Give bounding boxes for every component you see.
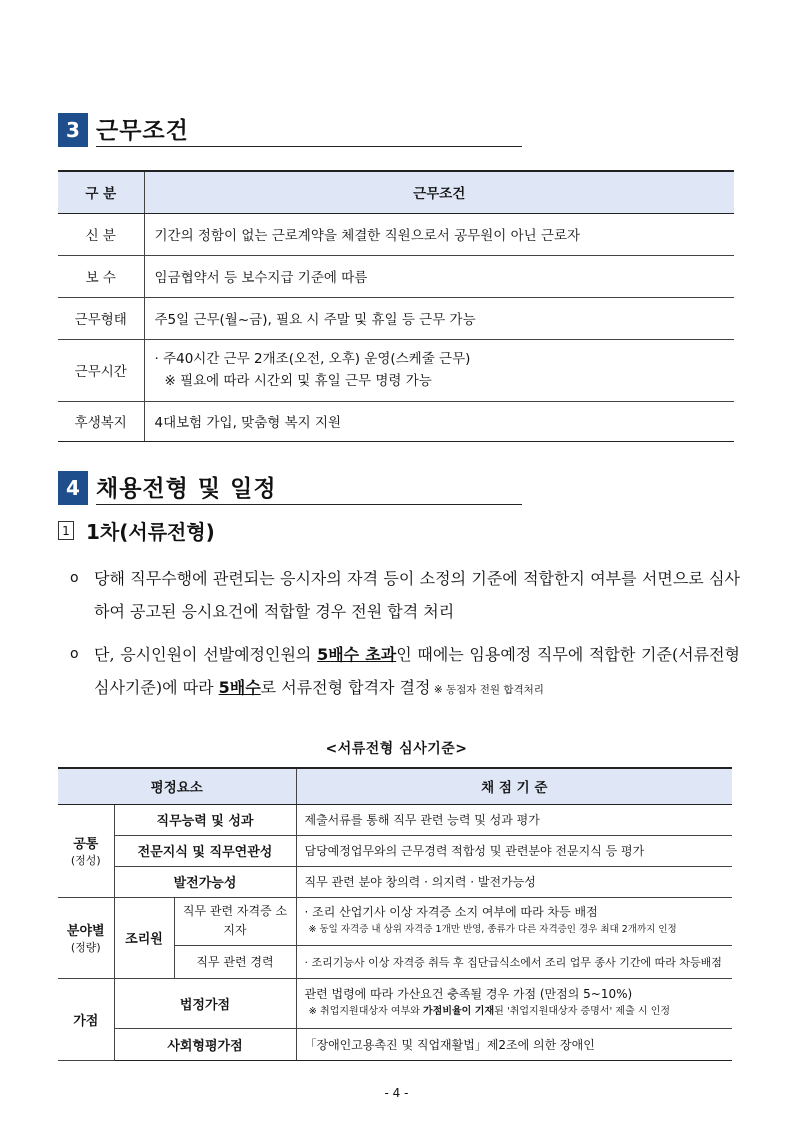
text-segment: 로 서류전형 합격자 결정 — [260, 678, 431, 697]
working-conditions-table — [58, 170, 734, 442]
desc-line: · 조리 산업기사 이상 자격증 소지 여부에 따라 차등 배점 — [304, 905, 598, 919]
row-label: 근무시간 — [58, 339, 144, 401]
criteria-desc: 「장애인고용촉진 및 직업재활법」제2조에 의한 장애인 — [296, 1028, 732, 1060]
table-row — [58, 339, 734, 401]
criteria-item: 사회형평가점 — [114, 1028, 296, 1060]
criteria-desc — [296, 978, 732, 1028]
bullet-item — [70, 562, 740, 628]
table-row — [58, 866, 732, 897]
row-label: 보 수 — [58, 255, 144, 297]
header-category: 구 분 — [58, 171, 144, 213]
criteria-desc: 담당예정업무와의 근무경력 적합성 및 관련분야 전문지식 등 평가 — [296, 835, 732, 866]
stage-1-heading — [58, 516, 215, 545]
row-value — [144, 339, 734, 401]
table-row — [58, 401, 734, 441]
table-row — [58, 1028, 732, 1060]
note-segment: 된 '취업지원대상자 증명서' 제출 시 인정 — [494, 1006, 671, 1017]
bullet-text — [94, 638, 740, 707]
table-header-row — [58, 768, 732, 804]
stage-title: 1차(서류전형) — [86, 520, 215, 544]
group-label: 공통 — [73, 837, 99, 852]
stage-number-box: 1 — [58, 521, 74, 540]
table-row — [58, 297, 734, 339]
row-label: 근무형태 — [58, 297, 144, 339]
group-field — [58, 897, 114, 978]
table-row — [58, 978, 732, 1028]
header-conditions: 근무조건 — [144, 171, 734, 213]
note-segment: ※ 취업지원대상자 여부와 — [308, 1006, 424, 1017]
tie-note: ※ 동점자 전원 합격처리 — [430, 684, 544, 696]
row-value: 임금협약서 등 보수지급 기준에 따름 — [144, 255, 734, 297]
criteria-item: 전문지식 및 직무연관성 — [114, 835, 296, 866]
group-common — [58, 804, 114, 897]
screening-criteria-table — [58, 767, 732, 1061]
text-segment: 단, 응시인원이 선발예정인원의 — [94, 645, 318, 664]
row-value: 기간의 정함이 없는 근로계약을 체결한 직원으로서 공무원이 아닌 근로자 — [144, 213, 734, 255]
group-sublabel: (정량) — [70, 941, 101, 954]
bullet-mark: o — [70, 570, 79, 586]
table-row — [58, 213, 734, 255]
section-4-heading — [58, 471, 522, 505]
group-sublabel: (정성) — [70, 854, 101, 867]
row-value-note: ※ 필요에 따라 시간외 및 휴일 근무 명령 가능 — [164, 373, 432, 389]
table-header-row — [58, 171, 734, 213]
group-label: 분야별 — [66, 924, 105, 939]
criteria-caption: <서류전형 심사기준> — [325, 741, 468, 757]
section-number: 4 — [58, 471, 88, 505]
note-bold: 가점비율이 기재 — [423, 1006, 495, 1017]
section-title: 근무조건 — [96, 113, 522, 147]
emphasis-text: 5배수 — [218, 678, 261, 697]
field-name: 조리원 — [114, 897, 174, 978]
criteria-desc — [296, 897, 732, 945]
section-3-heading — [58, 113, 522, 147]
row-label: 신 분 — [58, 213, 144, 255]
row-value-line: · 주40시간 근무 2개조(오전, 오후) 운영(스케줄 근무) — [154, 351, 471, 367]
bullet-text: 당해 직무수행에 관련되는 응시자의 자격 등이 소정의 기준에 적합한지 여부를 서면으로 심사하여 공고된 응시요건에 적합할 경우 전원 합격 처리 — [94, 569, 740, 621]
desc-note: ※ 동일 자격증 내 상위 자격증 1개만 반영, 종류가 다른 자격증인 경우 최대 2개까지 인정 — [308, 924, 677, 935]
criteria-item: 직무 관련 자격증 소지자 — [174, 897, 296, 945]
page-number: - 4 - — [384, 1086, 409, 1100]
bullet-mark: o — [70, 646, 79, 662]
bullet-item — [70, 638, 740, 707]
section-title: 채용전형 및 일정 — [96, 471, 522, 505]
desc-note — [305, 1003, 725, 1021]
table-row — [58, 897, 732, 945]
row-label: 후생복지 — [58, 401, 144, 441]
header-factor: 평정요소 — [58, 768, 296, 804]
table-row — [58, 804, 732, 835]
desc-line: 관련 법령에 따라 가산요건 충족될 경우 가점 (만점의 5~10%) — [304, 987, 633, 1001]
table-row — [58, 255, 734, 297]
row-value: 4대보험 가입, 맞춤형 복지 지원 — [144, 401, 734, 441]
criteria-item: 직무능력 및 성과 — [114, 804, 296, 835]
header-criteria: 채 점 기 준 — [296, 768, 732, 804]
criteria-item: 발전가능성 — [114, 866, 296, 897]
criteria-desc: · 조리기능사 이상 자격증 취득 후 집단급식소에서 조리 업무 종사 기간에 따라 차등배점 — [296, 945, 732, 978]
row-value: 주5일 근무(월~금), 필요 시 주말 및 휴일 등 근무 가능 — [144, 297, 734, 339]
criteria-desc: 제출서류를 통해 직무 관련 능력 및 성과 평가 — [296, 804, 732, 835]
table-row — [58, 835, 732, 866]
text-segment: 인 때에는 임용예정 직무에 적합한 기준(서류전형 심사기준)에 따라 — [94, 645, 741, 697]
emphasis-text: 5배수 초과 — [317, 645, 397, 664]
group-bonus: 가점 — [58, 978, 114, 1060]
section-number: 3 — [58, 113, 88, 147]
criteria-desc: 직무 관련 분야 창의력 · 의지력 · 발전가능성 — [296, 866, 732, 897]
criteria-item: 법정가점 — [114, 978, 296, 1028]
criteria-item: 직무 관련 경력 — [174, 945, 296, 978]
